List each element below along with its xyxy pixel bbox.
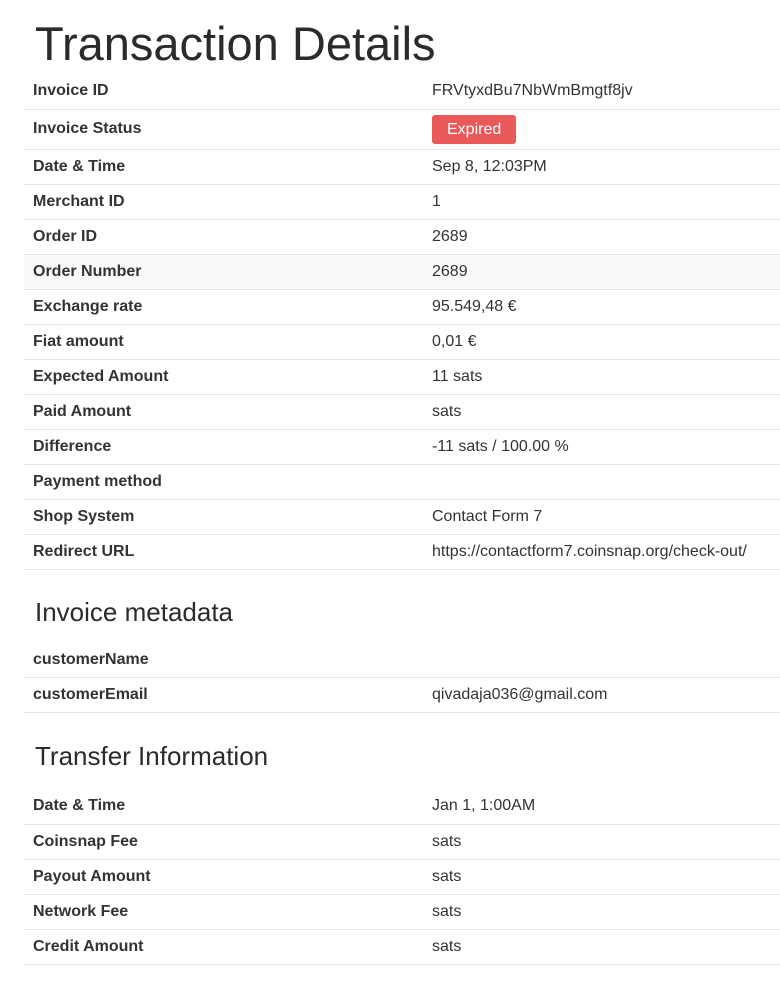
credit-amount-label: Credit Amount: [24, 929, 423, 964]
customer-name-label: customerName: [24, 643, 423, 678]
row-redirect-url: [24, 534, 780, 569]
transfer-information-table: [24, 789, 780, 965]
coinsnap-fee-value: sats: [423, 824, 780, 859]
status-badge: Expired: [432, 115, 516, 144]
redirect-url-label: Redirect URL: [24, 534, 423, 569]
redirect-url-value: https://contactform7.coinsnap.org/check-out/: [423, 534, 780, 569]
coinsnap-fee-label: Coinsnap Fee: [24, 824, 423, 859]
row-invoice-id: [24, 74, 780, 109]
shop-system-value: Contact Form 7: [423, 499, 780, 534]
invoice-status-label: Invoice Status: [24, 109, 423, 149]
invoice-id-value: FRVtyxdBu7NbWmBmgtf8jv: [423, 74, 780, 109]
row-order-id: [24, 219, 780, 254]
row-transfer-date-time: [24, 789, 780, 824]
exchange-rate-value: 95.549,48 €: [423, 289, 780, 324]
row-merchant-id: [24, 184, 780, 219]
customer-name-value: [423, 643, 780, 678]
credit-amount-value: sats: [423, 929, 780, 964]
row-exchange-rate: [24, 289, 780, 324]
row-shop-system: [24, 499, 780, 534]
transfer-information-heading: Transfer Information: [35, 741, 269, 771]
difference-label: Difference: [24, 429, 423, 464]
merchant-id-value: 1: [423, 184, 780, 219]
row-date-time: [24, 149, 780, 184]
payment-method-label: Payment method: [24, 464, 423, 499]
row-payment-method: [24, 464, 780, 499]
expected-amount-label: Expected Amount: [24, 359, 423, 394]
row-expected-amount: [24, 359, 780, 394]
customer-email-value: qivadaja036@gmail.com: [423, 678, 780, 713]
invoice-metadata-table: [24, 643, 780, 714]
row-paid-amount: [24, 394, 780, 429]
payment-method-value: [423, 464, 780, 499]
date-time-label: Date & Time: [24, 149, 423, 184]
exchange-rate-label: Exchange rate: [24, 289, 423, 324]
paid-amount-value: sats: [423, 394, 780, 429]
transfer-date-time-label: Date & Time: [24, 789, 423, 824]
order-id-value: 2689: [423, 219, 780, 254]
payout-amount-label: Payout Amount: [24, 859, 423, 894]
invoice-status-cell: [423, 109, 780, 149]
row-order-number: [24, 254, 780, 289]
order-number-value: 2689: [423, 254, 780, 289]
date-time-value: Sep 8, 12:03PM: [423, 149, 780, 184]
row-customer-email: [24, 678, 780, 713]
payout-amount-value: sats: [423, 859, 780, 894]
shop-system-label: Shop System: [24, 499, 423, 534]
row-invoice-status: [24, 109, 780, 149]
fiat-amount-value: 0,01 €: [423, 324, 780, 359]
order-number-label: Order Number: [24, 254, 423, 289]
row-difference: [24, 429, 780, 464]
row-payout-amount: [24, 859, 780, 894]
row-credit-amount: [24, 929, 780, 964]
page-title: Transaction Details: [35, 17, 436, 70]
difference-value: -11 sats / 100.00 %: [423, 429, 780, 464]
network-fee-value: sats: [423, 894, 780, 929]
expected-amount-value: 11 sats: [423, 359, 780, 394]
transfer-date-time-value: Jan 1, 1:00AM: [423, 789, 780, 824]
order-id-label: Order ID: [24, 219, 423, 254]
row-fiat-amount: [24, 324, 780, 359]
row-coinsnap-fee: [24, 824, 780, 859]
invoice-id-label: Invoice ID: [24, 74, 423, 109]
network-fee-label: Network Fee: [24, 894, 423, 929]
paid-amount-label: Paid Amount: [24, 394, 423, 429]
merchant-id-label: Merchant ID: [24, 184, 423, 219]
transaction-details-table: [24, 74, 780, 570]
row-network-fee: [24, 894, 780, 929]
customer-email-label: customerEmail: [24, 678, 423, 713]
row-customer-name: [24, 643, 780, 678]
invoice-metadata-heading: Invoice metadata: [35, 596, 234, 627]
fiat-amount-label: Fiat amount: [24, 324, 423, 359]
